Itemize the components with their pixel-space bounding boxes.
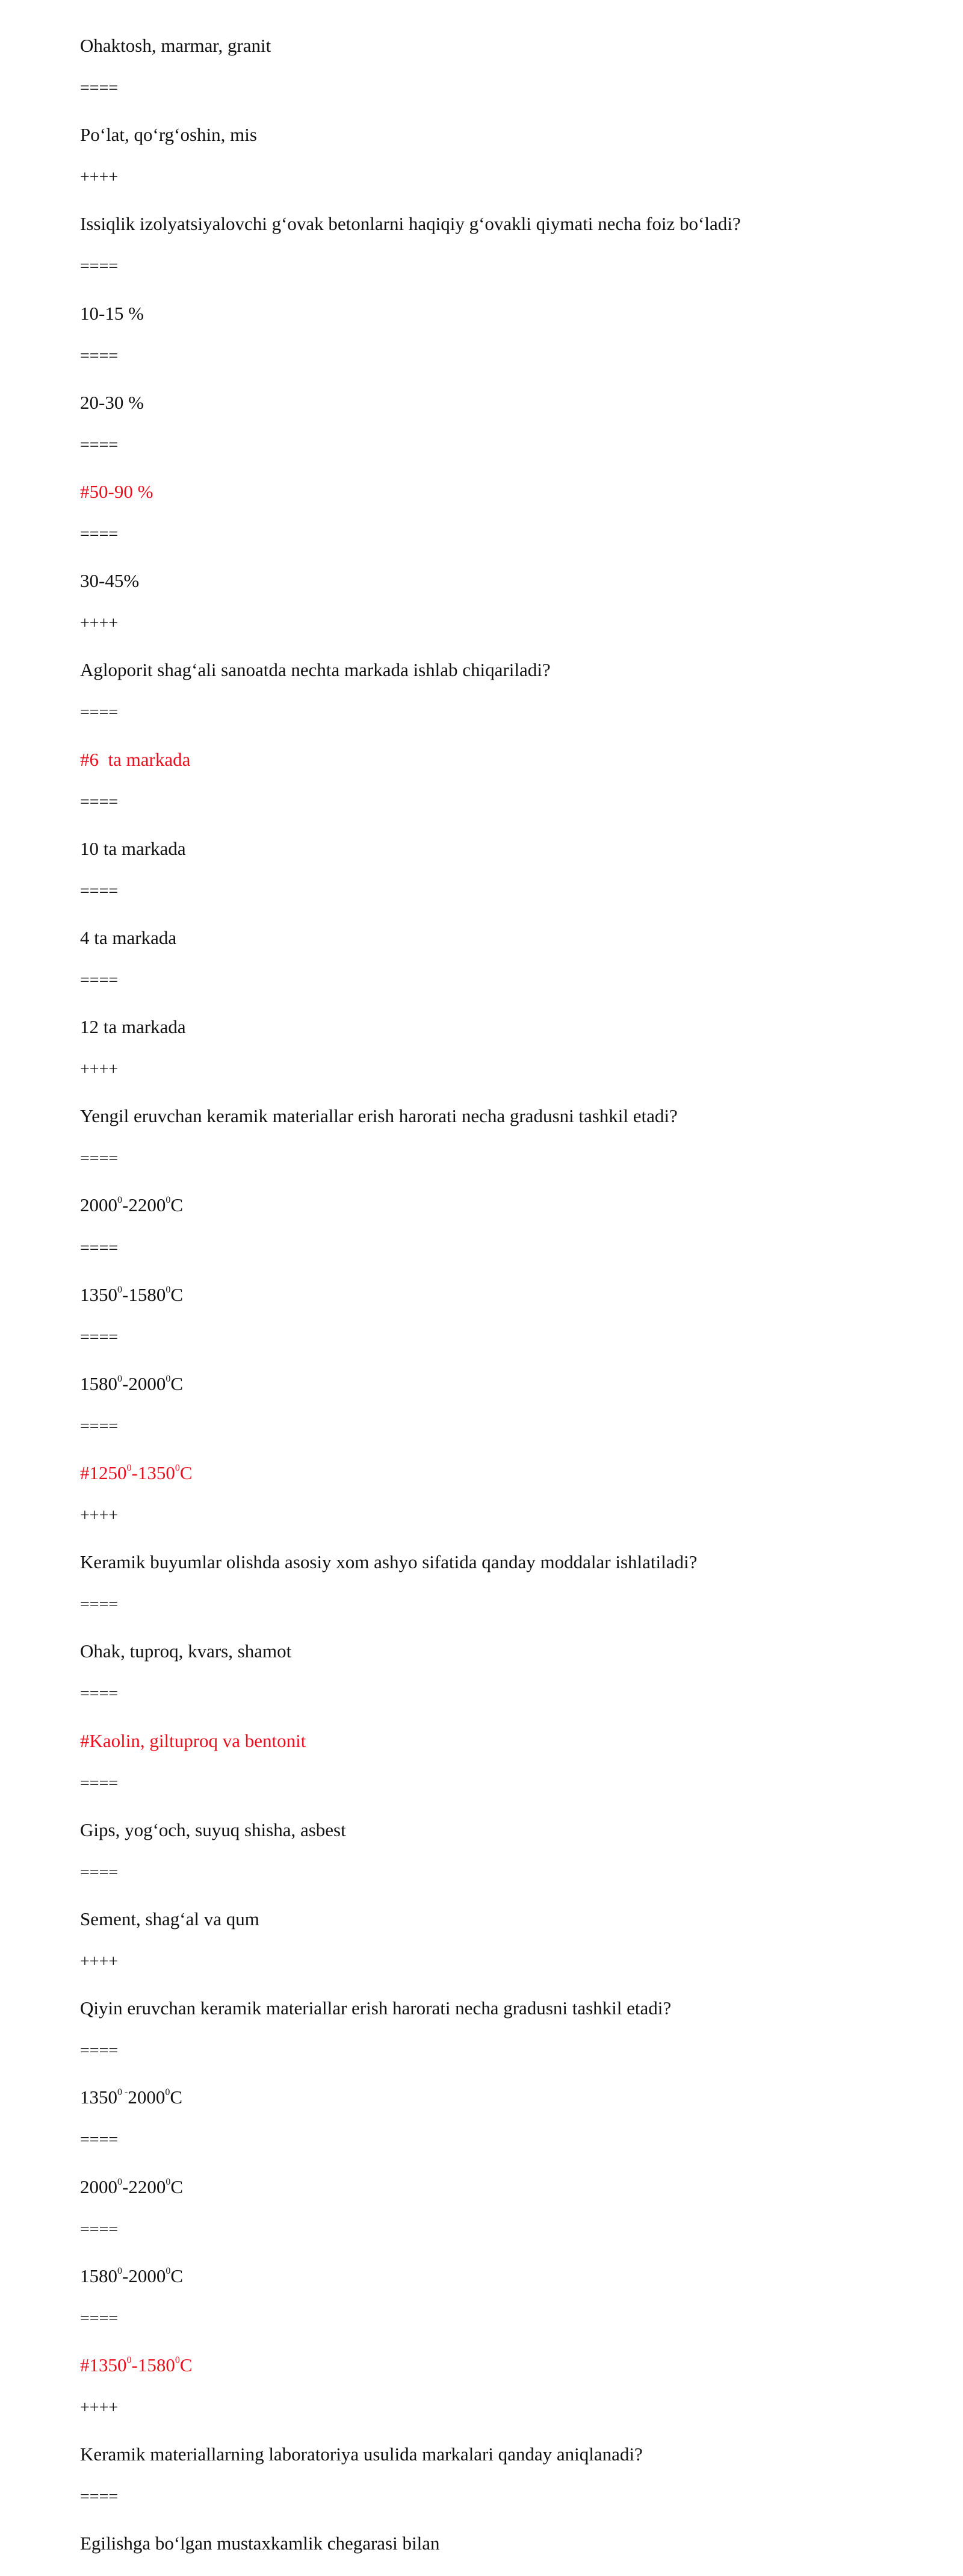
question-separator: ++++ xyxy=(80,168,119,187)
degree-superscript: 0 xyxy=(166,1195,171,1206)
degree-superscript: 0 xyxy=(166,1373,171,1384)
value-text: C xyxy=(179,1462,193,1483)
degree-superscript: 0 xyxy=(175,1463,180,1473)
answer-option xyxy=(80,1283,923,1327)
answer-option xyxy=(80,2264,923,2309)
document-body xyxy=(80,34,923,2576)
option-separator: ==== xyxy=(80,1774,119,1793)
value-text: 2000 xyxy=(80,1194,117,1216)
answer-option: 10-15 % xyxy=(80,302,144,324)
correct-answer-option: #6 ta markada xyxy=(80,748,191,770)
option-separator: ==== xyxy=(80,2131,119,2150)
question-separator: ++++ xyxy=(80,2398,119,2417)
option-separator: ==== xyxy=(80,1327,119,1347)
option-separator: ==== xyxy=(80,1595,119,1615)
correct-answer-option: #Kaolin, giltuproq va bentonit xyxy=(80,1730,306,1751)
answer-option: Sement, shag‘al va qum xyxy=(80,1908,259,1929)
answer-option: Ohak, tuproq, kvars, shamot xyxy=(80,1640,292,1662)
correct-answer-option xyxy=(80,1461,923,1506)
value-text: C xyxy=(170,1373,184,1394)
option-separator: ==== xyxy=(80,1417,119,1436)
answer-option: Egilishga bo‘lgan mustaxkamlik chegarasi bilan xyxy=(80,2533,440,2554)
answer-option: Gips, yog‘och, suyuq shisha, asbest xyxy=(80,1819,346,1840)
question-text: Agloporit shag‘ali sanoatda nechta markada ishlab chiqariladi? xyxy=(80,659,551,681)
answer-option: 10 ta markada xyxy=(80,837,186,859)
option-separator: ==== xyxy=(80,2041,119,2061)
degree-superscript: 0 xyxy=(126,1463,132,1473)
option-separator: ==== xyxy=(80,435,119,455)
answer-option: 20-30 % xyxy=(80,391,144,413)
degree-superscript: 0 xyxy=(175,2354,180,2365)
option-separator: ==== xyxy=(80,1238,119,1258)
degree-superscript: 0 xyxy=(166,2265,171,2276)
question-separator: ++++ xyxy=(80,1506,119,1525)
answer-option xyxy=(80,2085,923,2130)
value-text: 1350 xyxy=(80,2087,117,2108)
option-separator: ==== xyxy=(80,1684,119,1704)
value-text: -2000 xyxy=(122,2265,166,2286)
question-separator: ++++ xyxy=(80,1060,119,1079)
degree-superscript: 0 - xyxy=(117,2087,128,2098)
degree-superscript: 0 xyxy=(166,2176,171,2187)
value-text: 1350 xyxy=(80,1283,117,1305)
degree-superscript: 0 xyxy=(117,1195,122,1206)
option-separator: ==== xyxy=(80,1149,119,1169)
value-text: #1250 xyxy=(80,1462,127,1483)
value-text: -2200 xyxy=(122,1194,166,1216)
option-separator: ==== xyxy=(80,2488,119,2507)
correct-answer-option xyxy=(80,2353,923,2398)
question-text: Issiqlik izolyatsiyalovchi g‘ovak betonlarni haqiqiy g‘ovakli qiymati necha foiz bo‘ladi? xyxy=(80,213,741,235)
degree-superscript: 0 xyxy=(117,1284,122,1295)
answer-option xyxy=(80,2175,923,2220)
value-text: #1350 xyxy=(80,2354,127,2376)
question-text: Keramik buyumlar olishda asosiy xom ashyo sifatida qanday moddalar ishlatiladi? xyxy=(80,1551,698,1573)
value-text: -1580 xyxy=(131,2354,175,2376)
option-separator: ==== xyxy=(80,346,119,365)
value-text: -2200 xyxy=(122,2176,166,2197)
degree-superscript: 0 xyxy=(117,1373,122,1384)
value-text: -1350 xyxy=(131,1462,175,1483)
option-separator: ==== xyxy=(80,79,119,98)
answer-option: 4 ta markada xyxy=(80,926,177,948)
degree-superscript: 0 xyxy=(117,2176,122,2187)
answer-option: 30-45% xyxy=(80,570,140,592)
value-text: 1580 xyxy=(80,2265,117,2286)
value-text: 1580 xyxy=(80,1373,117,1394)
value-text: C xyxy=(170,2176,184,2197)
option-separator: ==== xyxy=(80,1863,119,1882)
option-separator: ==== xyxy=(80,970,119,990)
degree-superscript: 0 xyxy=(165,2087,170,2098)
option-separator: ==== xyxy=(80,525,119,544)
degree-superscript: 0 xyxy=(126,2354,132,2365)
answer-option: Po‘lat, qo‘rg‘oshin, mis xyxy=(80,124,257,146)
value-text: 2000 xyxy=(80,2176,117,2197)
value-text: C xyxy=(170,1194,184,1216)
value-text: C xyxy=(170,2087,183,2108)
option-separator: ==== xyxy=(80,703,119,722)
value-text: 2000 xyxy=(128,2087,166,2108)
value-text: C xyxy=(170,1283,184,1305)
option-separator: ==== xyxy=(80,2220,119,2239)
question-text: Keramik materiallarning laboratoriya usulida markalari qanday aniqlanadi? xyxy=(80,2444,643,2465)
degree-superscript: 0 xyxy=(117,2265,122,2276)
question-text: Yengil eruvchan keramik materiallar erish harorati necha gradusni tashkil etadi? xyxy=(80,1105,678,1127)
question-separator: ++++ xyxy=(80,1952,119,1972)
answer-option: 12 ta markada xyxy=(80,1016,186,1038)
option-separator: ==== xyxy=(80,2309,119,2328)
answer-option xyxy=(80,1372,923,1417)
option-separator: ==== xyxy=(80,257,119,276)
answer-option xyxy=(80,1193,923,1238)
option-separator: ==== xyxy=(80,881,119,901)
value-text: C xyxy=(170,2265,184,2286)
value-text: -2000 xyxy=(122,1373,166,1394)
option-separator: ==== xyxy=(80,792,119,812)
question-text: Qiyin eruvchan keramik materiallar erish harorati necha gradusni tashkil etadi? xyxy=(80,1997,672,2019)
value-text: -1580 xyxy=(122,1283,166,1305)
degree-superscript: 0 xyxy=(166,1284,171,1295)
answer-option: Ohaktosh, marmar, granit xyxy=(80,35,271,56)
value-text: C xyxy=(179,2354,193,2376)
correct-answer-option: #50-90 % xyxy=(80,480,153,502)
question-separator: ++++ xyxy=(80,614,119,633)
